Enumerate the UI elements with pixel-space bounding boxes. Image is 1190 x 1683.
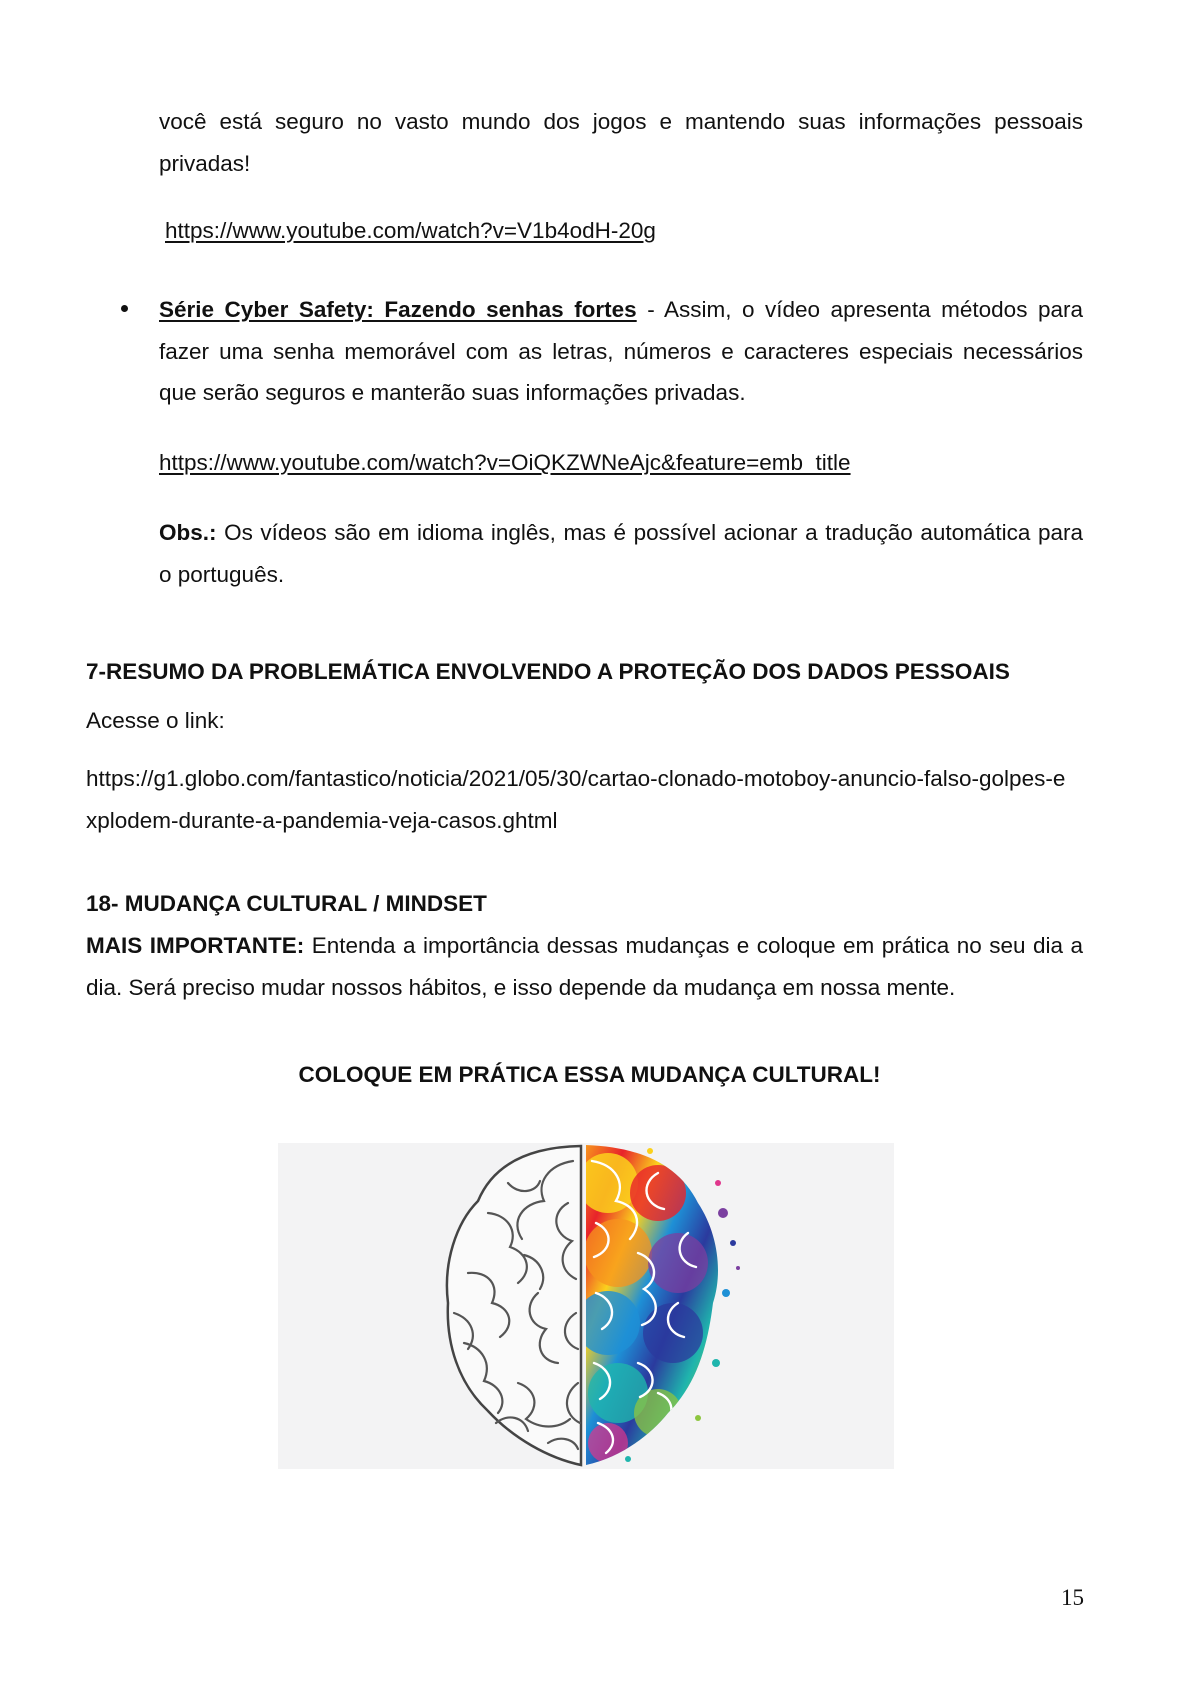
obs-paragraph [159, 512, 1083, 595]
access-link-label: Acesse o link: [86, 708, 225, 733]
youtube-link-2-anchor[interactable]: https://www.youtube.com/watch?v=OiQKZWNeAjc&feature=emb_title [159, 450, 851, 475]
brain-image-svg [278, 1143, 894, 1469]
bullet-dot-icon [121, 305, 128, 312]
youtube-link-2[interactable] [159, 442, 1083, 484]
g1-news-link-anchor[interactable]: https://g1.globo.com/fantastico/noticia/2021/05/30/cartao-clonado-motoboy-anuncio-falso-golpes-explodem-durante-a-pandemia-veja-casos.ghtml [86, 766, 1066, 833]
bullet-title[interactable]: Série Cyber Safety: Fazendo senhas fortes [159, 297, 637, 322]
youtube-link-1-anchor[interactable]: https://www.youtube.com/watch?v=V1b4odH-20g [165, 218, 656, 243]
obs-label: Obs.: [159, 520, 217, 545]
section-18-heading: 18- MUDANÇA CULTURAL / MINDSET [86, 891, 487, 916]
section-7-heading: 7-RESUMO DA PROBLEMÁTICA ENVOLVENDO A PROTEÇÃO DOS DADOS PESSOAIS [86, 659, 1010, 684]
g1-news-link[interactable] [86, 758, 1066, 841]
bullet-text: - Assim, o vídeo apresenta métodos para fazer uma senha memorável com as letras, números e caracteres especiais necessários que serão seguros e manterão suas informações privadas. [159, 297, 1083, 405]
mais-importante-label: MAIS IMPORTANTE: [86, 933, 305, 958]
intro-paragraph: você está seguro no vasto mundo dos jogos e mantendo suas informações pessoais privadas! [159, 109, 1083, 176]
left-hemisphere [447, 1146, 581, 1465]
obs-text: Os vídeos são em idioma inglês, mas é possível acionar a tradução automática para o português. [159, 520, 1083, 587]
page-number: 15 [1061, 1585, 1084, 1610]
right-hemisphere [576, 1145, 740, 1465]
brain-illustration [278, 1143, 894, 1469]
mindset-paragraph [86, 925, 1083, 1008]
youtube-link-1[interactable] [165, 210, 1089, 252]
bullet-item-cyber-safety [159, 289, 1083, 414]
callout-heading: COLOQUE EM PRÁTICA ESSA MUDANÇA CULTURAL! [298, 1062, 881, 1087]
mindset-text: Entenda a importância dessas mudanças e coloque em prática no seu dia a dia. Será preciso mudar nossos hábitos, e isso depende da mudança em nossa mente. [86, 933, 1083, 1000]
